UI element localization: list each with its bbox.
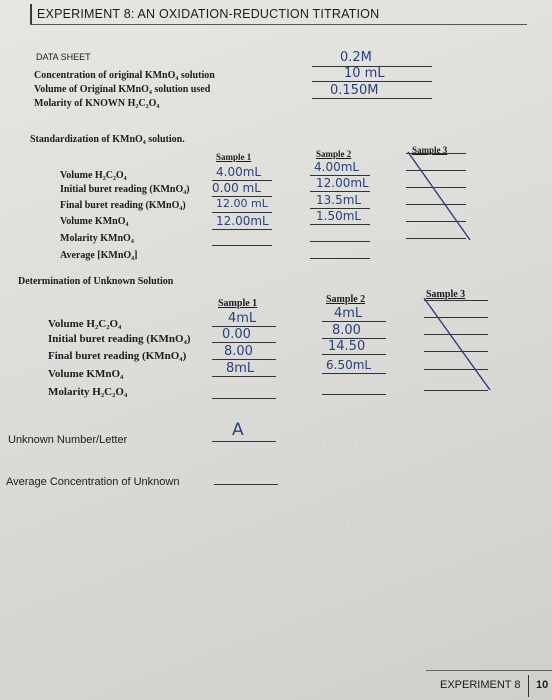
data-sheet-heading: DATA SHEET bbox=[36, 52, 91, 62]
std-s2-value: 4.00mL bbox=[314, 160, 360, 174]
answer-line bbox=[212, 212, 272, 213]
answer-line bbox=[310, 191, 370, 192]
unknown-number-value: A bbox=[232, 420, 244, 440]
std-s2-value: 12.00mL bbox=[316, 176, 369, 190]
unknown-number-label: Unknown Number/Letter bbox=[8, 434, 128, 446]
std-row-label: Volume KMnO₄ bbox=[60, 216, 129, 227]
unk-s1-value: 4mL bbox=[228, 311, 257, 326]
unk-s2-value: 14.50 bbox=[328, 339, 366, 354]
answer-line bbox=[212, 441, 276, 442]
std-row-label: Volume H₂C₂O₄ bbox=[60, 170, 127, 181]
column-header-sample-2: Sample 2 bbox=[316, 149, 352, 159]
answer-line bbox=[322, 321, 386, 322]
unk-sample-3-cross-out bbox=[416, 296, 496, 396]
footer-label: EXPERIMENT 8 bbox=[440, 679, 521, 691]
answer-line bbox=[310, 241, 370, 242]
original-concentration-value: 0.2M bbox=[340, 50, 372, 65]
std-s1-value: 12.00 mL bbox=[216, 197, 268, 210]
answer-line bbox=[312, 98, 432, 99]
average-concentration-label: Average Concentration of Unknown bbox=[6, 476, 180, 488]
answer-line bbox=[212, 398, 276, 399]
data-sheet-label: Molarity of KNOWN H₂C₂O₄ bbox=[34, 98, 160, 109]
column-header-sample-3: Sample 3 bbox=[412, 145, 448, 155]
unk-s1-value: 8mL bbox=[226, 361, 255, 376]
answer-line bbox=[322, 373, 386, 374]
bleed-through-text: · · · · · · · · · · · · · · · bbox=[300, 440, 394, 452]
column-header-sample-1: Sample 1 bbox=[216, 152, 252, 162]
data-sheet-label: Concentration of original KMnO₄ solution bbox=[34, 70, 215, 81]
page-header bbox=[30, 4, 527, 25]
original-volume-value: 10 mL bbox=[344, 66, 385, 81]
answer-line bbox=[212, 359, 276, 360]
std-s2-value: 13.5mL bbox=[316, 193, 362, 207]
unk-row-label: Initial buret reading (KMnO₄) bbox=[48, 333, 191, 345]
page-title: EXPERIMENT 8: AN OXIDATION-REDUCTION TITRATION bbox=[37, 7, 380, 21]
std-s1-value: 0.00 mL bbox=[212, 181, 261, 195]
page-footer bbox=[426, 670, 552, 700]
std-row-label: Initial buret reading (KMnO₄) bbox=[60, 184, 190, 195]
answer-line bbox=[310, 224, 370, 225]
answer-line bbox=[212, 245, 272, 246]
unk-s1-value: 8.00 bbox=[224, 344, 253, 359]
std-s1-value: 12.00mL bbox=[216, 214, 269, 228]
data-sheet-label: Volume of Original KMnO₄ solution used bbox=[34, 84, 211, 95]
column-header-sample-1: Sample 1 bbox=[218, 298, 258, 309]
unk-s2-value: 4mL bbox=[334, 306, 363, 321]
unk-row-label: Molarity H₂C₂O₄ bbox=[48, 386, 128, 398]
answer-line bbox=[322, 394, 386, 395]
std-sample-3-cross-out bbox=[400, 150, 476, 246]
footer-divider bbox=[528, 675, 529, 697]
answer-line bbox=[212, 342, 276, 343]
standardization-heading: Standardization of KMnO₄ solution. bbox=[30, 134, 185, 145]
answer-line bbox=[212, 229, 272, 230]
answer-line bbox=[310, 258, 370, 259]
answer-line bbox=[212, 376, 276, 377]
std-s1-value: 4.00mL bbox=[216, 165, 262, 179]
unk-row-label: Volume KMnO₄ bbox=[48, 368, 124, 380]
unk-s2-value: 8.00 bbox=[332, 323, 361, 338]
answer-line bbox=[312, 81, 432, 82]
unk-s1-value: 0.00 bbox=[222, 327, 251, 342]
unk-row-label: Final buret reading (KMnO₄) bbox=[48, 350, 187, 362]
column-header-sample-2: Sample 2 bbox=[326, 294, 366, 305]
known-molarity-value: 0.150M bbox=[330, 83, 379, 98]
answer-line bbox=[214, 484, 278, 485]
std-row-label: Molarity KMnO₄ bbox=[60, 233, 134, 244]
page-number: 10 bbox=[536, 679, 549, 691]
unk-row-label: Volume H₂C₂O₄ bbox=[48, 318, 122, 330]
answer-line bbox=[322, 354, 386, 355]
unknown-heading: Determination of Unknown Solution bbox=[18, 276, 174, 287]
std-row-label: Average [KMnO₄] bbox=[60, 250, 138, 261]
bleed-through-text: · · · · · · · · · · · · · · · · · · bbox=[260, 520, 373, 532]
std-row-label: Final buret reading (KMnO₄) bbox=[60, 200, 186, 211]
unk-s2-value: 6.50mL bbox=[326, 358, 372, 372]
std-s2-value: 1.50mL bbox=[316, 209, 362, 223]
column-header-sample-3: Sample 3 bbox=[426, 289, 466, 300]
